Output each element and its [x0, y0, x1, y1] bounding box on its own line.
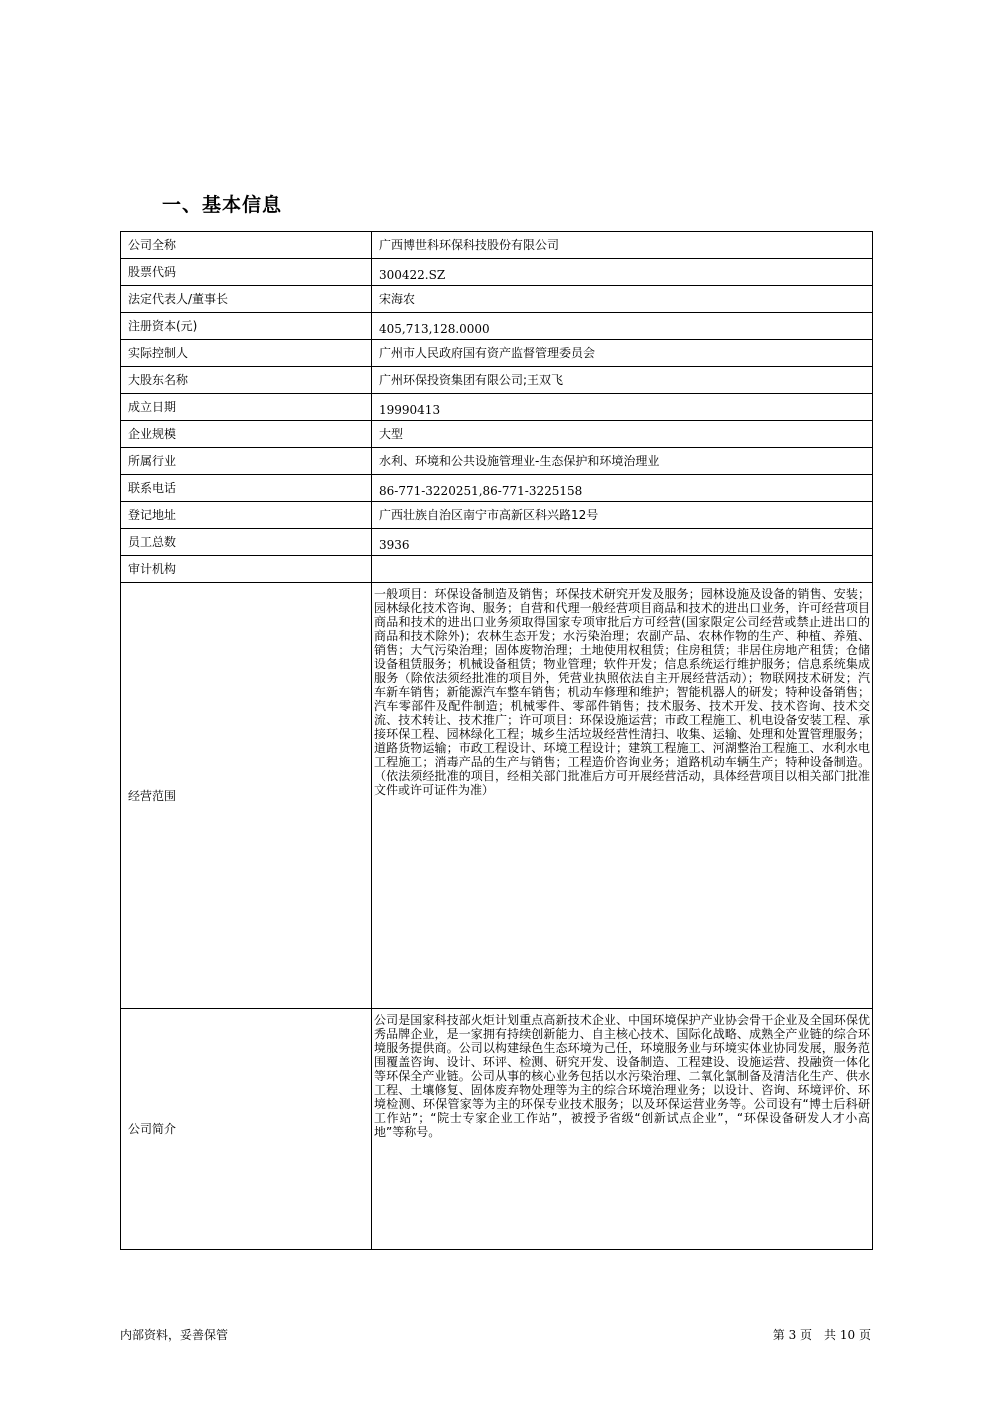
row-label: 所属行业	[121, 448, 372, 475]
section-heading: 一、基本信息	[162, 194, 283, 216]
table-row	[121, 340, 873, 367]
page-prefix: 第	[772, 1328, 785, 1342]
row-value: 3936	[372, 529, 873, 556]
row-value	[372, 556, 873, 583]
table-row	[121, 448, 873, 475]
row-value: 大型	[372, 421, 873, 448]
row-label: 企业规模	[121, 421, 372, 448]
row-label: 审计机构	[121, 556, 372, 583]
row-label: 大股东名称	[121, 367, 372, 394]
table-row-company-profile	[121, 1009, 873, 1250]
row-value: 86-771-3220251,86-771-3225158	[372, 475, 873, 502]
table-row	[121, 313, 873, 340]
row-value: 水利、环境和公共设施管理业-生态保护和环境治理业	[372, 448, 873, 475]
row-label: 实际控制人	[121, 340, 372, 367]
table-row	[121, 502, 873, 529]
row-value: 广西壮族自治区南宁市高新区科兴路12号	[372, 502, 873, 529]
row-value: 宋海农	[372, 286, 873, 313]
table-row	[121, 529, 873, 556]
row-value: 广州市人民政府国有资产监督管理委员会	[372, 340, 873, 367]
page-total: 10	[839, 1328, 856, 1342]
row-value: 405,713,128.0000	[372, 313, 873, 340]
row-value: 广州环保投资集团有限公司;王双飞	[372, 367, 873, 394]
page-current: 3	[788, 1328, 797, 1342]
row-label: 成立日期	[121, 394, 372, 421]
business-scope-text: 一般项目：环保设备制造及销售；环保技术研究开发及服务；园林设施及设备的销售、安装；园林绿化技术咨询、服务；自营和代理一般经营项目商品和技术的进出口业务，许可经营项目商品和技术的进出口业务须取得国家专项审批后方可经营(国家限定公司经营或禁止进出口的商品和技术除外)；农林生态开发；水污染治理；农副产品、农林作物的生产、种植、养殖、销售；大气污染治理；固体废物治理；土地使用权租赁；住房租赁；非居住房地产租赁；仓储设备租赁服务；机械设备租赁；物业管理；软件开发；信息系统运行维护服务；信息系统集成服务（除依法须经批准的项目外，凭营业执照依法自主开展经营活动）；物联网技术研发；汽车新车销售；新能源汽车整车销售；机动车修理和维护；智能机器人的研发；特种设备销售；汽车零部件及配件制造；机械零件、零部件销售；技术服务、技术开发、技术咨询、技术交流、技术转让、技术推广；许可项目：环保设施运营；市政工程施工、机电设备安装工程、承接环保工程、园林绿化工程；城乡生活垃圾经营性清扫、收集、运输、处理和处置管理服务；道路货物运输；市政工程设计、环境工程设计；建筑工程施工、河湖整治工程施工、水利水电工程施工；消毒产品的生产与销售；工程造价咨询业务；道路机动车辆生产；特种设备制造。（依法须经批准的项目，经相关部门批准后方可开展经营活动，具体经营项目以相关部门批准文件或许可证件为准）	[372, 583, 873, 1009]
table-row-business-scope	[121, 583, 873, 1009]
table-row	[121, 421, 873, 448]
row-value: 19990413	[372, 394, 873, 421]
table-row	[121, 259, 873, 286]
row-label: 员工总数	[121, 529, 372, 556]
page-number	[773, 1326, 871, 1343]
row-label: 公司全称	[121, 232, 372, 259]
row-label: 股票代码	[121, 259, 372, 286]
basic-info-table	[120, 231, 873, 1250]
table-row	[121, 367, 873, 394]
row-label: 联系电话	[121, 475, 372, 502]
row-label: 注册资本(元)	[121, 313, 372, 340]
business-scope-label: 经营范围	[121, 583, 372, 1009]
page-mid: 页 共	[800, 1328, 837, 1342]
page-suffix: 页	[858, 1328, 871, 1342]
row-label: 法定代表人/董事长	[121, 286, 372, 313]
row-value: 300422.SZ	[372, 259, 873, 286]
footer-confidential-note: 内部资料，妥善保管	[120, 1328, 229, 1342]
table-row	[121, 286, 873, 313]
company-profile-text: 公司是国家科技部火炬计划重点高新技术企业、中国环境保护产业协会骨干企业及全国环保优秀品牌企业，是一家拥有持续创新能力、自主核心技术、国际化战略、成熟全产业链的综合环境服务提供商。公司以构建绿色生态环境为己任，环境服务业与环境实体业协同发展，服务范围覆盖咨询、设计、环评、检测、研究开发、设备制造、工程建设、设施运营、投融资一体化等环保全产业链。公司从事的核心业务包括以水污染治理、二氧化氯制备及清洁化生产、供水工程、土壤修复、固体废弃物处理等为主的综合环境治理业务；以设计、咨询、环境评价、环境检测、环保管家等为主的环保专业技术服务；以及环保运营业务等。公司设有“博士后科研工作站”；“院士专家企业工作站”，被授予省级“创新试点企业”，“环保设备研发人才小高地”等称号。	[372, 1009, 873, 1250]
row-label: 登记地址	[121, 502, 372, 529]
table-row	[121, 394, 873, 421]
table-row	[121, 475, 873, 502]
row-value: 广西博世科环保科技股份有限公司	[372, 232, 873, 259]
table-row	[121, 556, 873, 583]
table-row	[121, 232, 873, 259]
company-profile-label: 公司简介	[121, 1009, 372, 1250]
